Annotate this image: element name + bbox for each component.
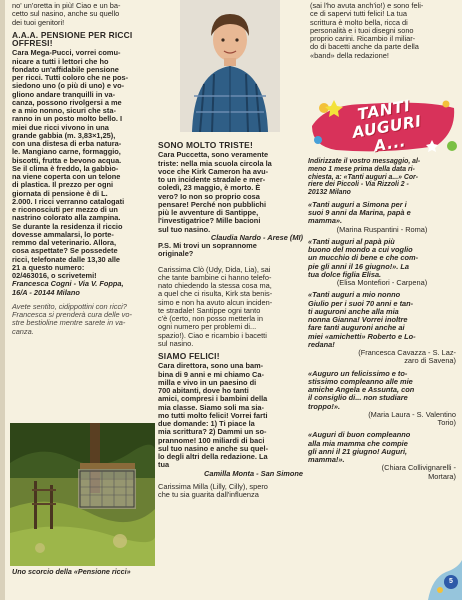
column-right-top (310, 2, 456, 60)
column-middle (158, 137, 303, 499)
auguri-entry: «Auguri di buon compleanno alla mia mamma che compie gli anni il 21 giugno! Auguri, mamma!». (308, 430, 411, 465)
reader-photo (180, 0, 280, 132)
pensione-signature: Francesca Cogni - Via V. Foppa, 16/A - 20144 Milano (12, 279, 124, 297)
felici-letter: Cara direttora, sono una bam- bina di 9 anni e mi chiamo Ca- milla e vivo in un paesino di 700 abitanti, dove ho tanti amici, compresi i bambini della mia classe. Siamo soli ma sia- mo tutti molto felici! Vorrei farti due domande: 1) Ti piace la mia scrittura? 2) Dammi un so- prannome! 100 miliardi di baci sul tuo nasino e anche su quel- lo degli altri della redazione. La tua (158, 361, 269, 470)
pensione-ricci-photo (10, 423, 155, 566)
triste-signature: Claudia Nardo - Arese (MI) (210, 232, 303, 242)
pensione-heading: A.A.A. PENSIONE PER RICCI OFFRESI! (12, 29, 133, 48)
garden-image (10, 423, 155, 566)
auguri-entry: «Tanti auguri a mio nonno Giulio per i suoi 70 anni e tan- ti auguroni anche alla mia nonna Gianna! Vorrei inoltre fare tanti auguroni anche ai miei «amichetti» Roberto e Lo- redana! (308, 290, 416, 349)
pensione-reply: Avete sentito, cidippottini con ricci? Francesca si prenderà cura delle vo- stre bestioline mentre sarete in va- canza. (12, 301, 132, 336)
auguri-sender: (Maria Laura - S. Valentino Torio) (368, 409, 456, 428)
auguri-sender: (Chiara Collivignarelli - Mortara) (381, 463, 456, 481)
photo-caption: Uno scorcio della «Pensione ricci» (12, 567, 131, 576)
auguri-sender: (Elisa Montefiori - Carpena) (336, 278, 428, 288)
boy-portrait-image (180, 0, 280, 132)
triste-ps: P.S. Mi trovi un soprannome originale? (158, 241, 257, 259)
felici-heading: SIAMO FELICI! (158, 351, 220, 361)
tanti-auguri-banner (306, 96, 460, 156)
banner-title: TANTI AUGURI A... (350, 96, 423, 156)
auguri-sender: (Marina Ruspantini - Roma) (336, 224, 428, 234)
auguri-entry: «Tanti auguri al papà più buono del mondo a cui voglio un mucchio di bene e che com- pie gli anni il 16 giugno!». La tua dolce figlia Elisa. (308, 236, 419, 279)
felici-reply-continued: (sai l'ho avuta anch'io!) e sono feli- ce di sapervi tutti felici! La tua scrittura è molto bella, ricca di personalità e i tuoi disegni sono proprio carini. Ricambio il miliar- do di bacetti anche da parte della «band» della redazione! (310, 1, 424, 60)
intro-text: no' un'oretta in più! Ciao e un ba- cetto sul nasino, anche su quello dei tuoi genitori! (12, 1, 121, 27)
triste-heading: SONO MOLTO TRISTE! (158, 140, 253, 150)
auguri-entry: «Auguro un felicissimo e to- stissimo compleanno alle mie amiche Angela e Assunta, con il consiglio di... non studiare troppo!». (308, 368, 415, 411)
auguri-entry: «Tanti auguri a Simona per i suoi 9 anni da Marina, papà e mamma». (308, 199, 411, 226)
auguri-sender: (Francesca Cavazza - S. Laz- zaro di Savena) (358, 348, 456, 366)
page-number: 5 (444, 575, 458, 589)
pensione-letter: Cara Mega-Pucci, vorrei comu- nicare a tutti i lettori che ho fondato un'affidabile pensione per ricci. Tutti coloro che ne pos- siedono uno (o più di uno) e vo- gliono andare tranquilli in va- canza, possono rivolgersi a me e a mio nonno, sicuri che sta- ranno in un posto molto bello. I miei due ricci vivono in una grande gabbia (m. 3,83×1,25), con una distesa di erba natura- le. Mangiano carne, formaggio, biscotti, frutta e bevono acqua. Se il clima è freddo, la gabbio- na viene coperta con un telone di plastica. Il prezzo per ogni giornata di pensione è di L. 2.000. I ricci verranno catalogati e riconosciuti per mezzo di un nastrino colorato alla zampina. Se durante la residenza il riccio dovesse ammalarsi, lo porte- remmo dal veterinario. Allora, cosa aspettate? Se possedete ricci, telefonate dalle 13,30 alle 21 a questo numero: 02/463016, o scrivetemi! (12, 48, 129, 280)
column-left (12, 2, 156, 336)
column-right (308, 158, 456, 481)
felici-reply: Carissima Milla (Lilly, Cilly), spero che tu sia guarita dall'influenza (158, 481, 268, 499)
auguri-instructions: Indirizzate il vostro messaggio, al- meno 1 mese prima della data ri- chiesta, a: «Tanti auguri a...» Cor- riere dei Piccoli - Via Rizzoli 2 - 20132 Milano (308, 158, 421, 197)
page-edge (0, 0, 5, 600)
triste-reply: Carissima Clò (Udy, Dida, Lia), sai che tante bambine ci hanno telefo- nato chiedendo la stessa cosa ma, a quel che ci risulta, Kirk sta benis- simo e non ha avuto alcun inciden- te stradale! Santippe ogni tanto c'è (certo, non posso metterla in ogni numero per problemi di... spazio!). Ciao e ricambio i bacetti sul nasino. (158, 264, 273, 348)
triste-letter: Cara Puccetta, sono veramente triste: nella mia scuola circola la voce che Kirk Cameron ha avu- to un incidente stradale e mer- coledì, 23 maggio, è morto. È vero? Io non so proprio cosa pensare! Perché non pubblichi più le avventure di Santippe, l'investigatrice? Mille bacioni sul tuo nasino. (158, 150, 272, 234)
felici-signature: Camilla Monta - San Simone (204, 468, 303, 478)
